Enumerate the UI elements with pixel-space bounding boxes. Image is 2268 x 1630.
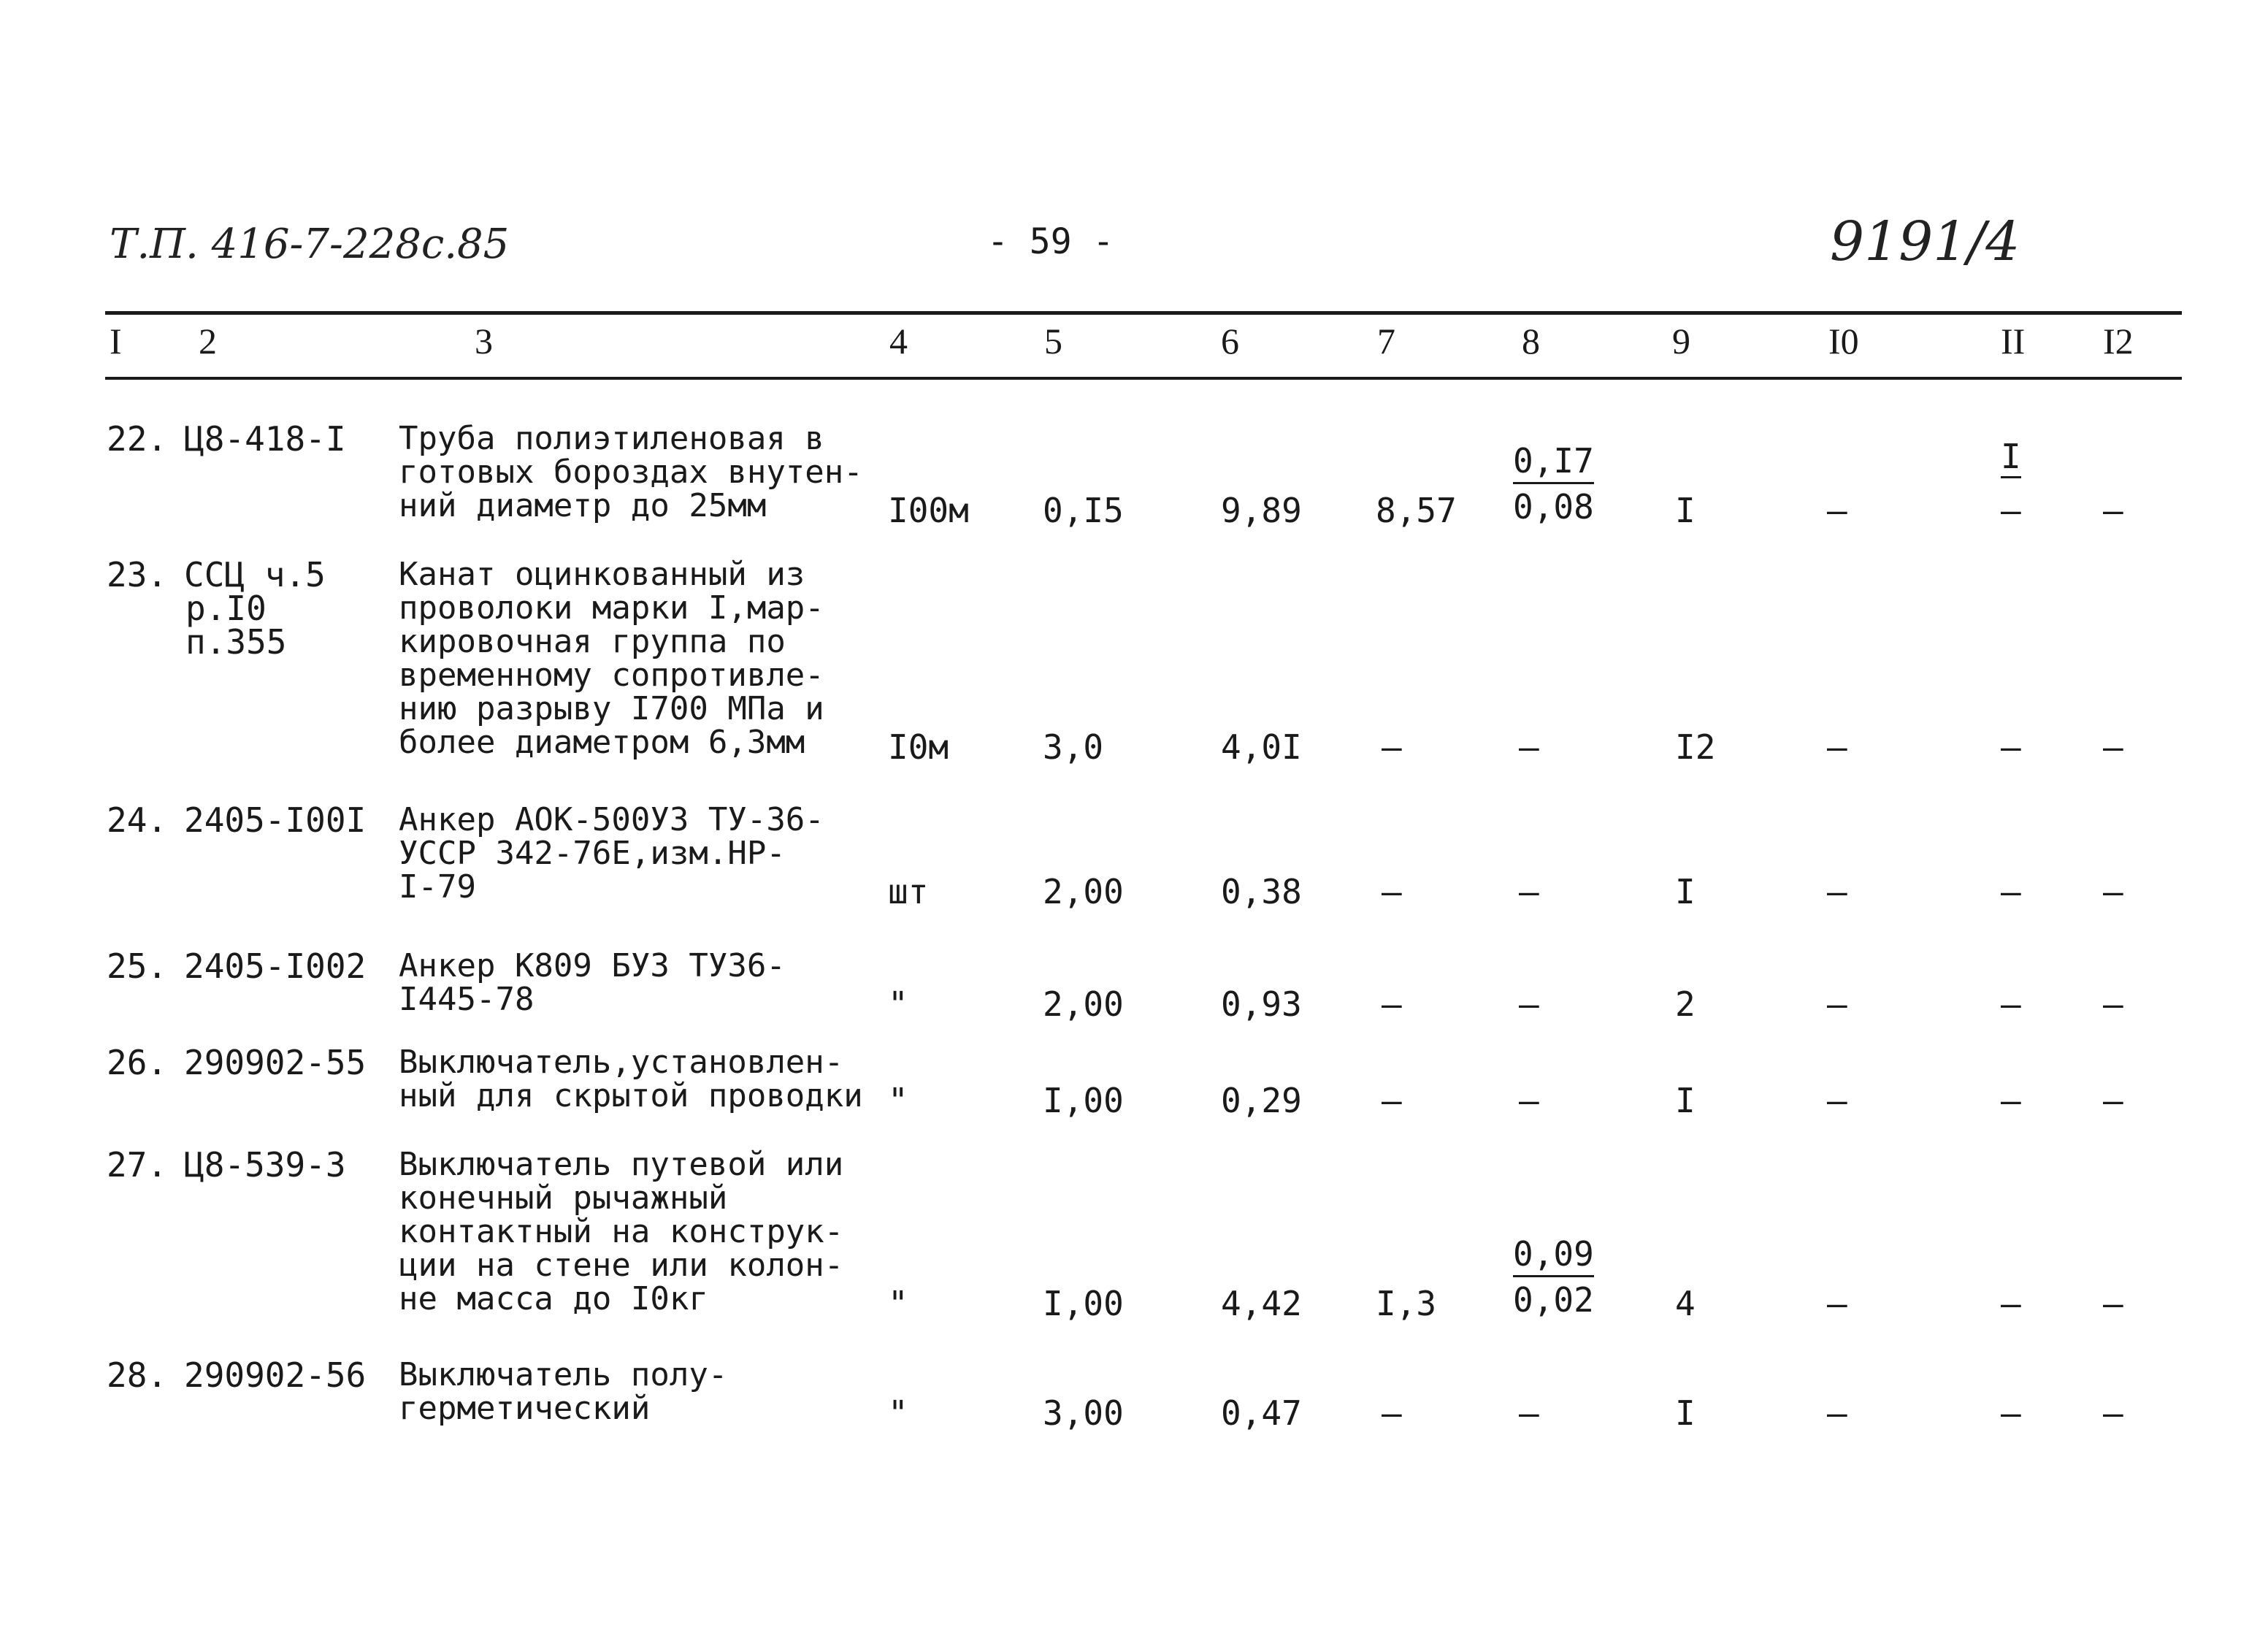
row-unit: ": [888, 1081, 908, 1120]
row-col12: –: [2103, 491, 2123, 530]
row-col5: 3,0: [1043, 727, 1104, 767]
row-col10: –: [1827, 727, 1847, 767]
row-unit: шт: [888, 872, 929, 911]
row-col11: –: [2001, 727, 2021, 767]
row-description-line: конечный рычажный: [399, 1179, 728, 1217]
row-col10: –: [1827, 1284, 1847, 1323]
row-col12: –: [2103, 1081, 2123, 1120]
row-code: Ц8-418-I: [184, 419, 346, 459]
row-description-line: Канат оцинкованный из: [399, 556, 805, 593]
document-code: Т.П. 416-7-228с.85: [110, 221, 510, 268]
row-col6: 0,93: [1221, 984, 1302, 1024]
row-col11: –: [2001, 1284, 2021, 1323]
table-header-rule: [105, 377, 2182, 380]
row-code: 290902-55: [184, 1043, 367, 1082]
row-col9: 2: [1675, 984, 1696, 1024]
row-col9: I: [1675, 1393, 1696, 1433]
row-description-line: герметический: [399, 1390, 651, 1427]
row-code: ССЦ ч.5: [184, 555, 326, 594]
row-col12: –: [2103, 872, 2123, 911]
column-header-3: 3: [475, 321, 493, 361]
row-col5: 0,I5: [1043, 491, 1124, 530]
table-top-rule: [105, 311, 2182, 315]
row-col8: –: [1519, 1393, 1539, 1433]
row-col10: –: [1827, 872, 1847, 911]
row-col8-fraction: [1513, 1234, 1594, 1320]
row-col10: –: [1827, 984, 1847, 1024]
page-number: - 59 -: [987, 221, 1114, 262]
row-code: 290902-56: [184, 1355, 367, 1395]
fraction-numerator: 0,09: [1513, 1237, 1594, 1277]
row-number: 25.: [107, 946, 168, 986]
column-header-10: I0: [1828, 321, 1859, 361]
row-unit: I0м: [888, 727, 949, 767]
row-code: 2405-I00I: [184, 800, 367, 840]
row-unit: ": [888, 1284, 908, 1323]
row-col7: –: [1382, 872, 1402, 911]
row-col10: –: [1827, 491, 1847, 530]
row-code: 2405-I002: [184, 946, 367, 986]
row-col9: 4: [1675, 1284, 1696, 1323]
row-description-line: готовых бороздах внутен-: [399, 454, 863, 491]
row-col11-upper: I: [2001, 440, 2021, 478]
row-description-line: ный для скрытой проводки: [399, 1077, 863, 1114]
row-number: 22.: [107, 419, 168, 459]
column-header-8: 8: [1522, 321, 1540, 361]
row-description-line: проволоки марки I,мар-: [399, 589, 824, 627]
row-description-line: I445-78: [399, 981, 535, 1018]
row-description-line: УССР 342-76Е,изм.НР-: [399, 835, 786, 872]
row-description-line: Выключатель полу-: [399, 1356, 728, 1393]
row-description-line: ний диаметр до 25мм: [399, 487, 767, 524]
row-unit: ": [888, 984, 908, 1024]
row-col7: –: [1382, 727, 1402, 767]
row-description-line: ции на стене или колон-: [399, 1247, 844, 1284]
row-col11: –: [2001, 872, 2021, 911]
row-description-line: Выключатель путевой или: [399, 1146, 844, 1183]
row-number: 23.: [107, 555, 168, 594]
row-col7: I,3: [1376, 1284, 1437, 1323]
row-description-line: не масса до I0кг: [399, 1280, 708, 1317]
row-col6: 0,47: [1221, 1393, 1302, 1433]
row-unit: I00м: [888, 491, 969, 530]
row-col6: 0,29: [1221, 1081, 1302, 1120]
row-col12: –: [2103, 1284, 2123, 1323]
row-col9: I: [1675, 491, 1696, 530]
column-header-4: 4: [889, 321, 908, 361]
row-description-line: кировочная группа по: [399, 623, 786, 660]
row-col8-fraction: [1513, 441, 1594, 527]
column-header-9: 9: [1672, 321, 1690, 361]
fraction-denominator: 0,08: [1513, 487, 1594, 527]
row-number: 24.: [107, 800, 168, 840]
row-description-line: I-79: [399, 868, 476, 906]
fraction-numerator: 0,I7: [1513, 444, 1594, 484]
row-col6: 4,0I: [1221, 727, 1302, 767]
row-number: 26.: [107, 1043, 168, 1082]
row-col7: –: [1382, 1081, 1402, 1120]
row-col6: 0,38: [1221, 872, 1302, 911]
column-header-2: 2: [199, 321, 217, 361]
archive-number: 9191/4: [1830, 210, 2020, 273]
row-col5: 3,00: [1043, 1393, 1124, 1433]
fraction-denominator: 0,02: [1513, 1280, 1594, 1320]
row-description-line: Анкер К809 БУЗ ТУ36-: [399, 947, 786, 984]
row-description-line: Выключатель,установлен-: [399, 1044, 844, 1081]
row-col10: –: [1827, 1393, 1847, 1433]
row-col9: I2: [1675, 727, 1716, 767]
column-header-11: II: [2001, 321, 2026, 361]
row-col7: –: [1382, 1393, 1402, 1433]
row-col8: –: [1519, 984, 1539, 1024]
row-description-line: временному сопротивле-: [399, 657, 824, 694]
row-col5: I,00: [1043, 1081, 1124, 1120]
row-description-line: нию разрыву I700 МПа и: [399, 690, 824, 727]
row-col9: I: [1675, 1081, 1696, 1120]
row-description-line: Анкер АОК-500УЗ ТУ-36-: [399, 801, 824, 838]
row-col5: 2,00: [1043, 872, 1124, 911]
row-col11: –: [2001, 1393, 2021, 1433]
column-header-1: I: [110, 321, 122, 361]
row-description-line: контактный на конструк-: [399, 1213, 844, 1250]
row-code: Ц8-539-3: [184, 1145, 346, 1185]
row-unit: ": [888, 1393, 908, 1433]
row-col7: –: [1382, 984, 1402, 1024]
column-header-6: 6: [1221, 321, 1239, 361]
row-code: р.I0: [185, 589, 267, 628]
row-col9: I: [1675, 872, 1696, 911]
row-number: 28.: [107, 1355, 168, 1395]
row-col11: –: [2001, 984, 2021, 1024]
row-col5: I,00: [1043, 1284, 1124, 1323]
row-col10: –: [1827, 1081, 1847, 1120]
column-header-5: 5: [1044, 321, 1062, 361]
row-col11: –: [2001, 491, 2021, 530]
row-col8: –: [1519, 872, 1539, 911]
row-col6: 9,89: [1221, 491, 1302, 530]
row-col6: 4,42: [1221, 1284, 1302, 1323]
row-number: 27.: [107, 1145, 168, 1185]
row-col7: 8,57: [1376, 491, 1457, 530]
row-col12: –: [2103, 727, 2123, 767]
row-description-line: более диаметром 6,3мм: [399, 724, 805, 761]
row-col11: –: [2001, 1081, 2021, 1120]
row-col12: –: [2103, 1393, 2123, 1433]
row-description-line: Труба полиэтиленовая в: [399, 420, 824, 457]
row-col5: 2,00: [1043, 984, 1124, 1024]
column-header-12: I2: [2103, 321, 2134, 361]
row-col12: –: [2103, 984, 2123, 1024]
column-header-7: 7: [1377, 321, 1395, 361]
row-col8: –: [1519, 1081, 1539, 1120]
row-code: п.355: [185, 622, 287, 662]
row-col8: –: [1519, 727, 1539, 767]
